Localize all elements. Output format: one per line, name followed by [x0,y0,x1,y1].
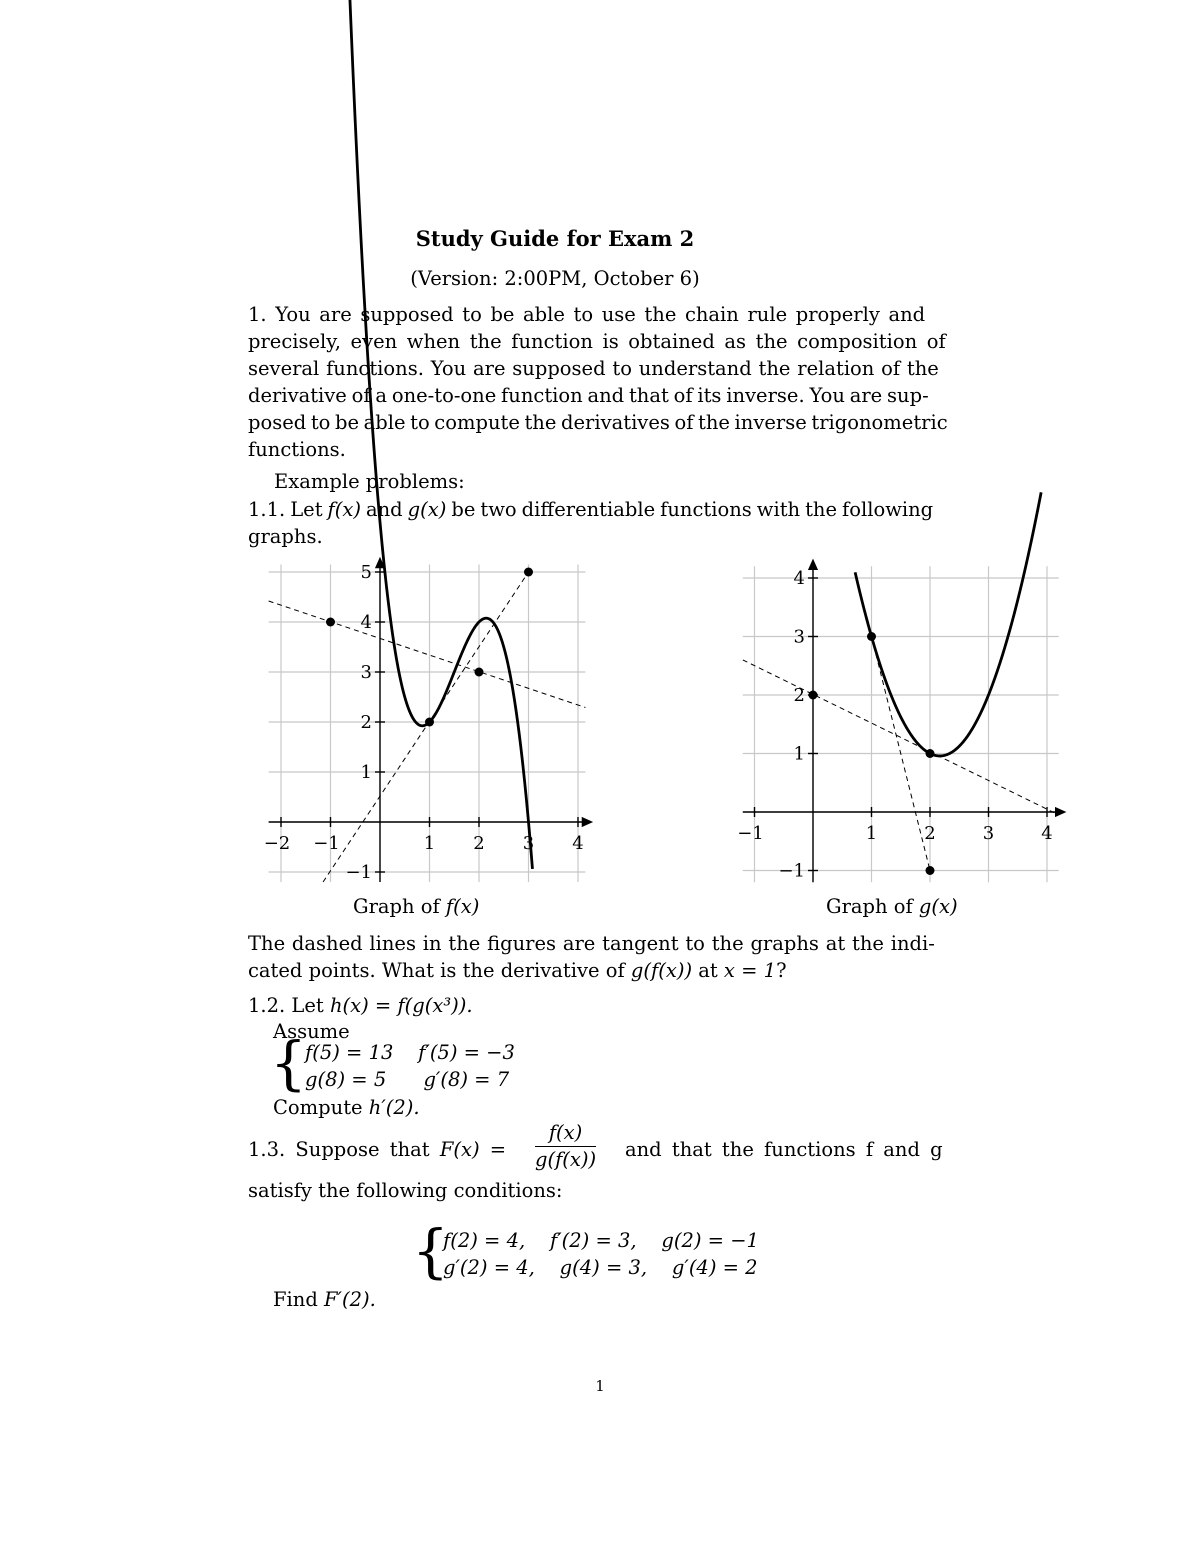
problem-1-2-assume: Assume [273,1020,350,1043]
graph-g-tick-labels [737,568,1053,882]
gg-tangent-line [743,660,1059,815]
problem-1-1-line2: graphs. [248,525,323,548]
page-number: 1 [595,1377,605,1395]
page-title: Study Guide for Exam 2 [415,226,695,251]
gg-x-arrow [1056,808,1065,816]
gf-y-tick-label: −1 [345,862,372,883]
gf-y-tick-label: 3 [360,662,372,683]
problem-1-1-line1: 1.1. Let f(x) and g(x) be two differentiable functions with the following [248,498,934,521]
gg-y-tick-label: 3 [793,626,805,648]
problem-1-2-compute: Compute h′(2). [273,1096,420,1119]
problem-1-3-row1: f(2) = 4, f′(2) = 3, g(2) = −1 [443,1229,759,1252]
fraction-numerator: f(x) [535,1121,596,1147]
gg-y-tick-label: 4 [793,568,805,589]
problem-1-3-rest: and that the functions f and g [625,1138,943,1161]
gg-x-tick-label: 2 [924,823,936,844]
gg-x-tick-label: 1 [865,823,878,844]
problem-1-2-brace: { [270,1029,307,1097]
section1-line4: derivative of a one-to-one function and that of its inverse. You are sup- [248,384,929,407]
gg-marked-point [926,749,935,758]
after-graphs-line2: cated points. What is the derivative of g(f(x)) at x = 1? [248,959,787,982]
section1-line2: precisely, even when the function is obtained as the composition of [248,330,946,353]
gg-y-tick-label: 2 [793,685,805,706]
graph-f-caption: Graph of f(x) [353,895,480,918]
fraction-denominator: g(f(x)) [535,1148,597,1171]
gg-y-arrow [809,560,817,569]
graph-g-grid [743,566,1059,882]
gf-x-tick-label: −1 [313,833,340,854]
examples-heading: Example problems: [274,470,465,493]
section1-line5: posed to be able to compute the derivatives of the inverse trigonometric [248,411,948,434]
gf-x-tick-label: 1 [423,833,436,854]
graph-g-curve [855,492,1041,756]
after-graphs-line1: The dashed lines in the figures are tangent to the graphs at the indi- [248,932,935,955]
section1-line3: several functions. You are supposed to understand the relation of the [248,357,939,380]
gf-x-tick-label: 3 [522,833,535,854]
gf-y-tick-label: 4 [360,612,372,633]
problem-1-3-fraction [535,1121,596,1171]
gf-x-tick-label: 2 [473,833,485,854]
problem-1-3-label: 1.3. Suppose that F(x) = [248,1138,507,1161]
section1-line6: functions. [248,438,346,461]
gg-marked-point [809,691,818,700]
gg-x-tick-label: 4 [1041,823,1053,844]
problem-1-3-brace: { [412,1217,449,1285]
section1-line1: 1. You are supposed to be able to use the chain rule properly and [248,303,926,326]
problem-1-3-row2: g′(2) = 4, g(4) = 3, g′(4) = 2 [443,1256,758,1279]
problem-1-2-row1: f(5) = 13 f′(5) = −3 [305,1041,515,1064]
problem-1-2-line: 1.2. Let h(x) = f(g(x³)). [248,994,473,1017]
gf-y-tick-label: 5 [360,562,372,583]
graph-g-caption: Graph of g(x) [826,895,958,918]
gg-x-tick-label: 3 [982,823,995,844]
gg-y-tick-label: −1 [778,860,805,882]
gf-y-tick-label: 1 [360,762,372,783]
gf-x-tick-label: −2 [263,833,291,854]
gg-marked-point [926,866,935,875]
version-line: (Version: 2:00PM, October 6) [410,267,700,290]
gf-y-tick-label: 2 [360,712,372,733]
problem-1-3-find: Find F′(2). [273,1288,376,1311]
problem-1-3-line2: satisfy the following conditions: [248,1179,563,1202]
gg-marked-point [867,632,876,641]
gf-x-tick-label: 4 [572,833,584,854]
gg-y-tick-label: 1 [793,743,805,765]
problem-1-2-row2: g(8) = 5 g′(8) = 7 [305,1068,510,1091]
gg-x-tick-label: −1 [737,823,764,844]
